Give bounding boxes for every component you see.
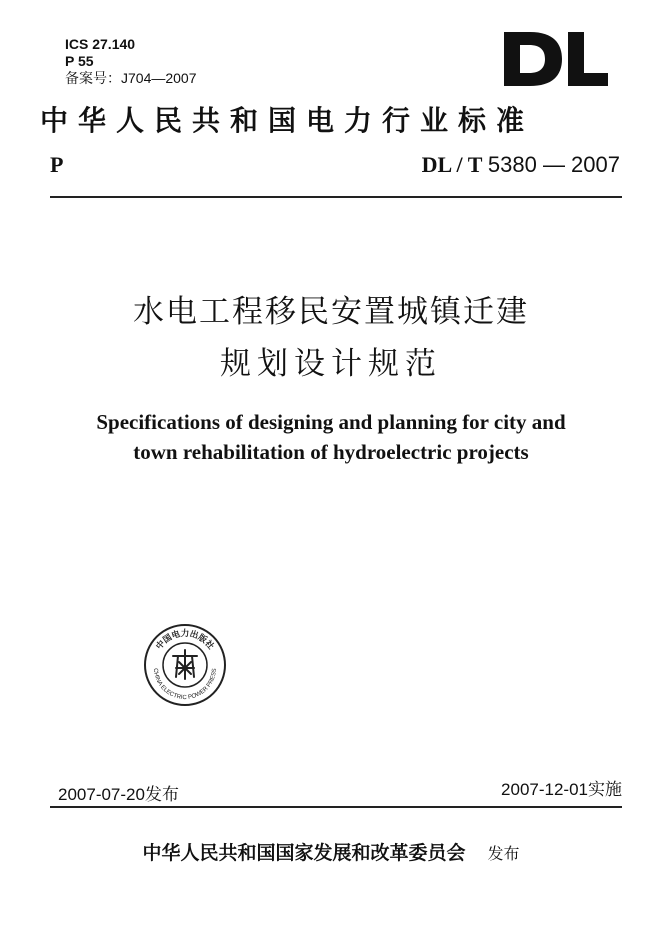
classification-code: P 55 (65, 53, 94, 69)
issue-action: 发布 (487, 844, 520, 863)
logo-label: DL (500, 30, 502, 31)
english-title-line-2: town rehabilitation of hydroelectric projects (133, 440, 529, 464)
english-title-line-1: Specifications of designing and planning for city and (96, 410, 566, 434)
record-number: 备案号：J704—2007 (65, 70, 197, 86)
standard-number (422, 152, 620, 178)
chinese-title-line-2: 规划设计规范 (220, 346, 442, 382)
chinese-title-line-1: 水电工程移民安置城镇迁建 (133, 294, 529, 330)
issuer-organization: 中华人民共和国国家发展和改革委员会 (142, 842, 466, 864)
category-letter: P (50, 152, 64, 177)
seal-text-top: 中国电力出版社 (154, 629, 216, 652)
seal-emblem-icon (173, 650, 197, 679)
standard-number-value: 5380 — 2007 (487, 152, 620, 177)
date-divider (50, 806, 622, 808)
seal-text-bottom: CHINA ELECTRIC POWER PRESS (151, 668, 219, 702)
standard-prefix: DL / T (421, 152, 483, 177)
standard-name: 中华人民共和国电力行业标准 (40, 104, 535, 137)
implementation-date: 2007-12-01实施 (501, 780, 622, 799)
header-divider (50, 196, 622, 198)
publisher-seal (142, 622, 228, 708)
dl-logo (500, 30, 612, 90)
release-date: 2007-07-20发布 (58, 785, 179, 804)
issuer-line (0, 840, 662, 867)
ics-code: ICS 27.140 (65, 36, 136, 52)
